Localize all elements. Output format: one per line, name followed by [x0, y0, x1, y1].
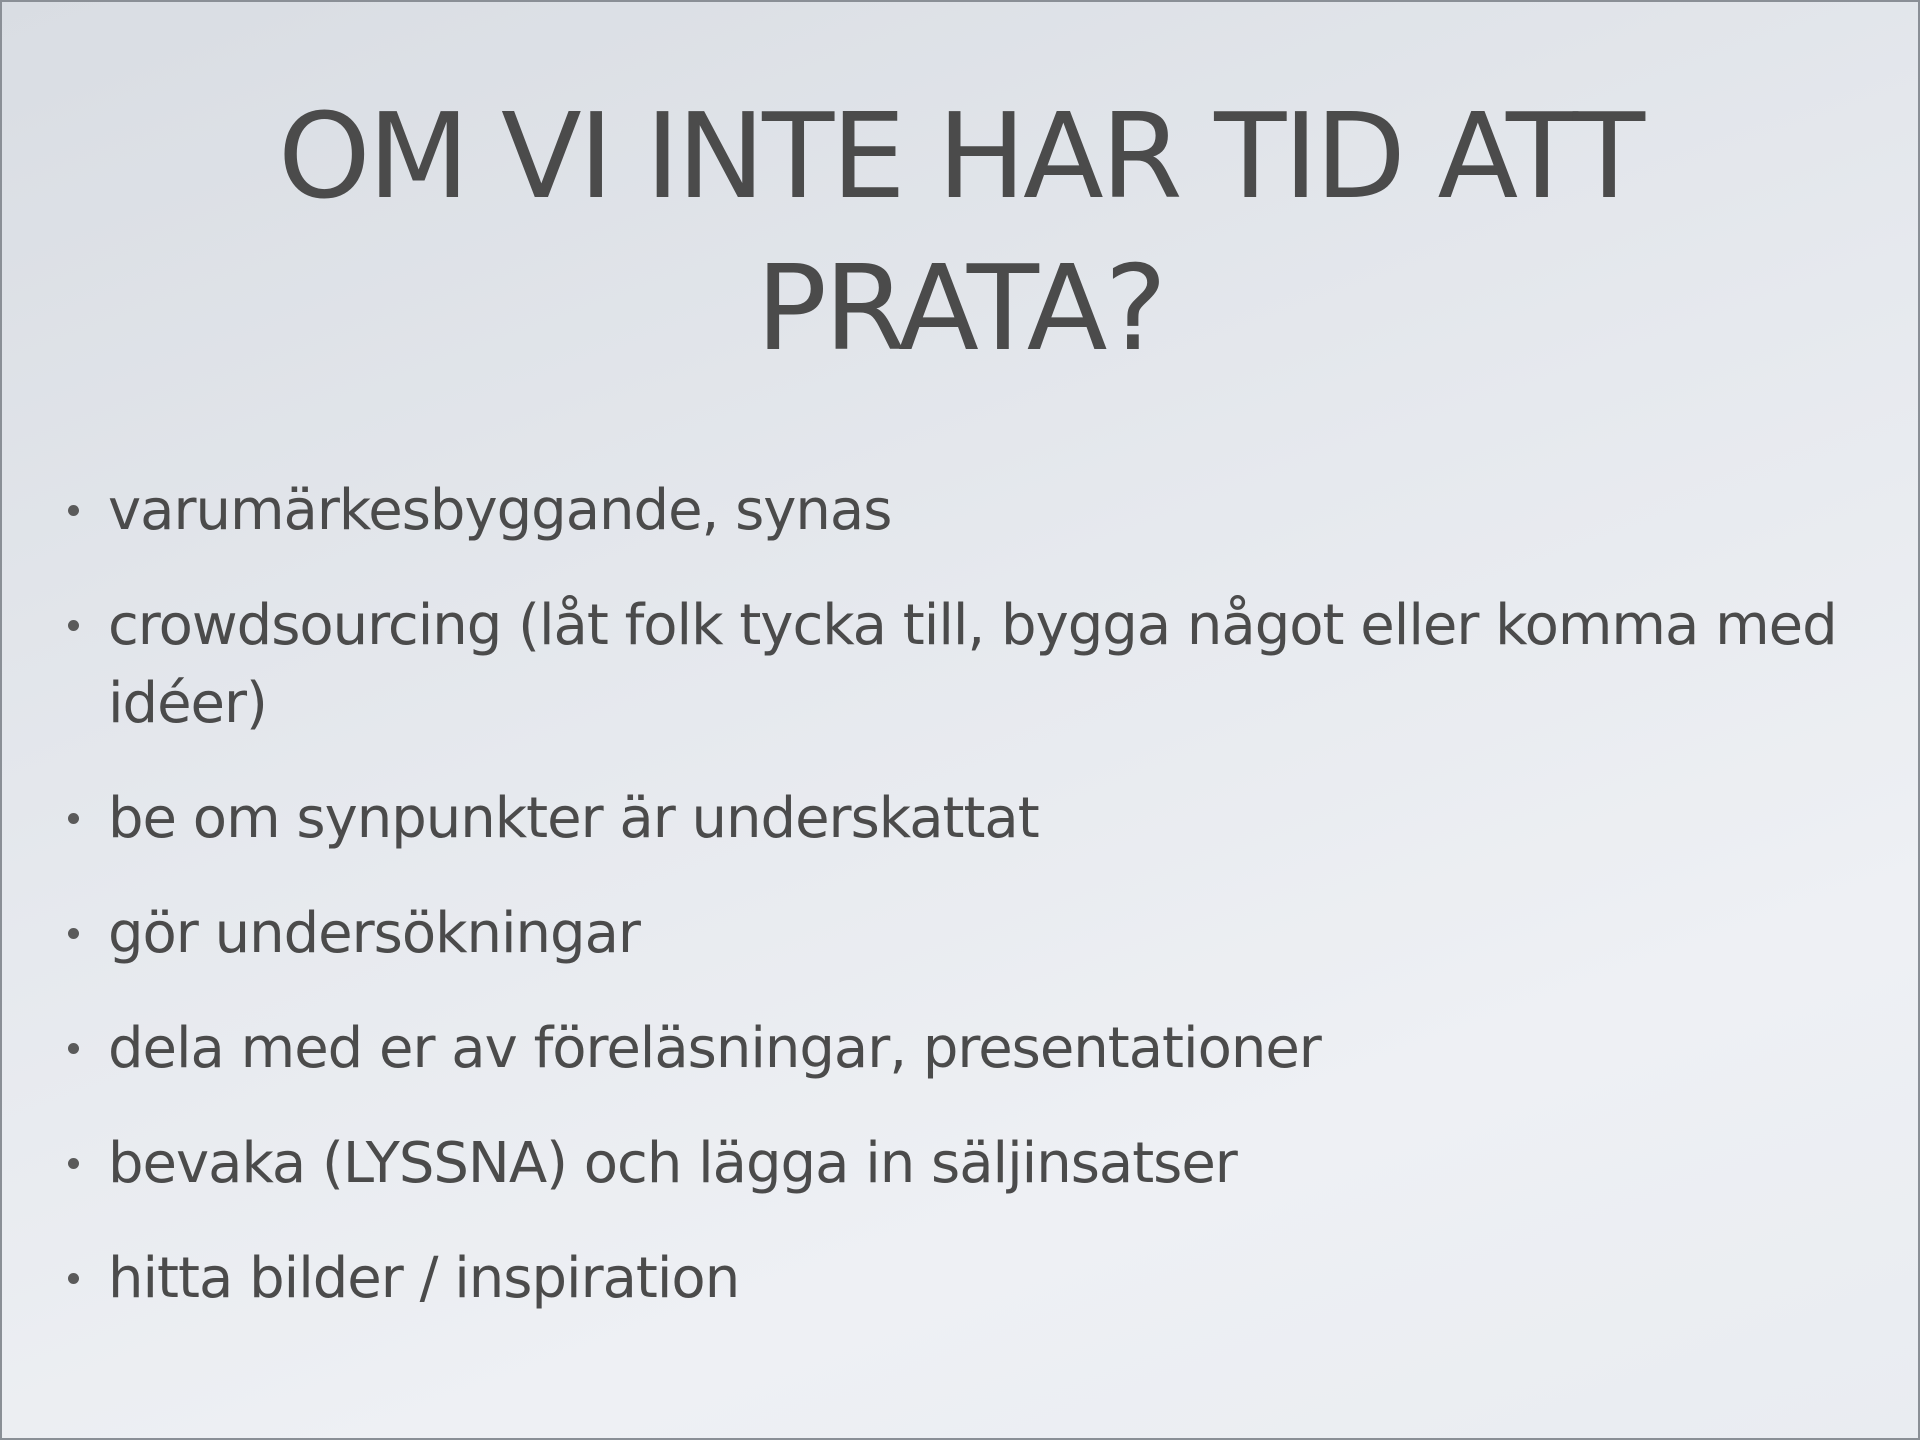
bullet-text: varumärkesbyggande, synas — [108, 478, 892, 543]
bullet-list — [66, 472, 1866, 1355]
bullet-dot-icon — [68, 813, 79, 824]
bullet-dot-icon — [68, 620, 79, 631]
bullet-text: crowdsourcing (låt folk tycka till, bygga något eller komma med idéer) — [108, 593, 1837, 736]
bullet-dot-icon — [68, 928, 79, 939]
bullet-dot-icon — [68, 1043, 79, 1054]
bullet-text: gör undersökningar — [108, 901, 640, 966]
bullet-item — [66, 1010, 1866, 1088]
bullet-item — [66, 587, 1866, 743]
bullet-dot-icon — [68, 1158, 79, 1169]
bullet-text: dela med er av föreläsningar, presentationer — [108, 1016, 1321, 1081]
bullet-dot-icon — [68, 505, 79, 516]
slide-title — [2, 80, 1918, 384]
bullet-item — [66, 472, 1866, 550]
bullet-text: bevaka (LYSSNA) och lägga in säljinsatser — [108, 1131, 1237, 1196]
slide-title-line-2: PRATA? — [755, 239, 1165, 377]
bullet-text: hitta bilder / inspiration — [108, 1246, 740, 1311]
bullet-text: be om synpunkter är underskattat — [108, 786, 1039, 851]
bullet-item — [66, 780, 1866, 858]
bullet-dot-icon — [68, 1273, 79, 1284]
slide-title-line-1: OM VI INTE HAR TID ATT — [277, 87, 1643, 225]
bullet-item — [66, 1240, 1866, 1318]
bullet-item — [66, 895, 1866, 973]
bullet-item — [66, 1125, 1866, 1203]
